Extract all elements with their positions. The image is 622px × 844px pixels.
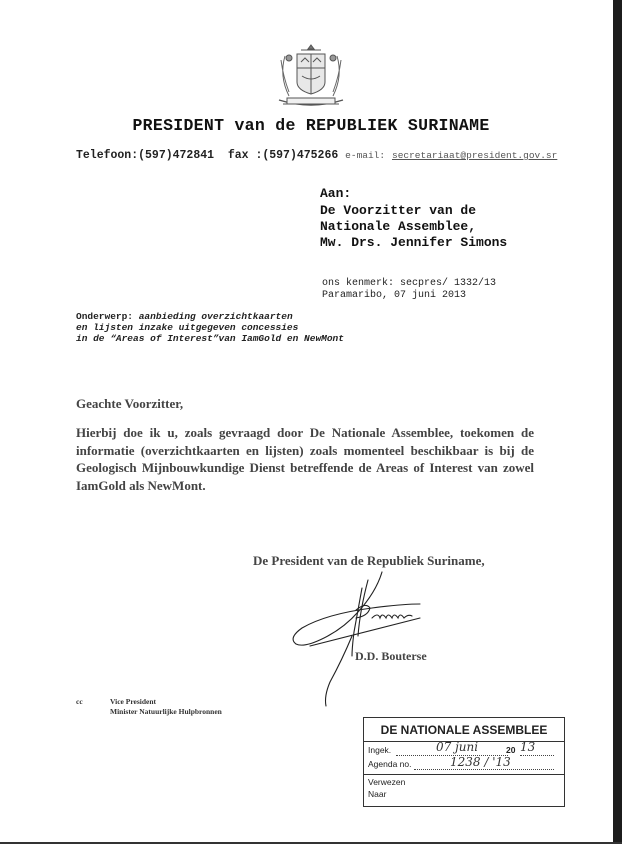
letter-body: Hierbij doe ik u, zoals gevraagd door De Nationale Assemblee, toekomen de informatie (overzichtkaarten en lijsten) zoals momenteel beschikbaar is bij de Geologisch Mijnbouwkundige Dienst betreffende de Areas of Interest van zowel IamGold als NewMont.: [76, 425, 534, 493]
cc-recipient-2: Minister Natuurlijke Hulpbronnen: [110, 707, 222, 716]
stamp-year-prefix: 20: [506, 745, 516, 755]
stamp-to-label: Naar: [368, 789, 387, 799]
stamp-title: DE NATIONALE ASSEMBLEE: [364, 720, 564, 742]
stamp-received-date: 07 juni: [436, 740, 479, 754]
fax-number: fax :(597)475266: [227, 149, 339, 162]
subject-line-3: in de “Areas of Interest”van IamGold en NewMont: [76, 333, 344, 344]
recipient-line-3: Mw. Drs. Jennifer Simons: [320, 235, 508, 250]
salutation: Geachte Voorzitter,: [76, 396, 184, 411]
handwritten-signature: [290, 570, 440, 710]
signatory-name: D.D. Bouterse: [355, 649, 427, 663]
coat-of-arms-emblem: [271, 42, 351, 110]
recipient-line-1: De Voorzitter van de: [320, 203, 477, 218]
subject-line-1: Onderwerp: aanbieding overzichtkaarten: [76, 311, 293, 322]
email-label: e-mail:: [345, 150, 386, 161]
stamp-divider: [364, 774, 564, 775]
signatory-title: De President van de Republiek Suriname,: [253, 553, 485, 568]
recipient-line-2: Nationale Assemblee,: [320, 219, 477, 234]
stamp-dotted-line: [414, 769, 554, 770]
place-date: Paramaribo, 07 juni 2013: [322, 290, 467, 301]
received-stamp: [363, 717, 565, 807]
subject-line-2: en lijsten inzake uitgegeven concessies: [76, 322, 299, 333]
scan-edge-right: [613, 0, 622, 844]
stamp-received-label: Ingek.: [368, 745, 392, 755]
subject-label: Onderwerp:: [76, 311, 134, 322]
cc-recipient-1: Vice President: [110, 697, 157, 706]
stamp-year-suffix: 13: [520, 740, 536, 754]
reference-kenmerk: ons kenmerk: secpres/ 1332/13: [322, 278, 497, 289]
stamp-referred-label: Verwezen: [368, 777, 406, 787]
cc-label: cc: [76, 697, 83, 706]
email-link[interactable]: secretariaat@president.gov.sr: [392, 150, 558, 161]
contact-line: [76, 149, 557, 162]
phone-number: Telefoon:(597)472841: [76, 149, 215, 162]
stamp-agenda-label: Agenda no.: [368, 759, 412, 769]
stamp-agenda-number: 1238 / '13: [450, 755, 511, 769]
stamp-dotted-line: [520, 755, 554, 756]
letterhead-title: PRESIDENT van de REPUBLIEK SURINAME: [132, 116, 490, 135]
recipient-to-label: Aan:: [320, 186, 352, 201]
